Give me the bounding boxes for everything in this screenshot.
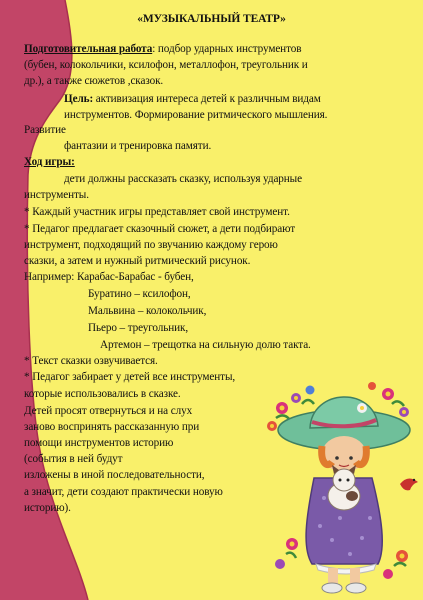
girl-figure: [306, 436, 382, 593]
game-line: * Каждый участник игры представляет свой инструмент.: [24, 206, 290, 218]
game-line: дети должны рассказать сказку, используя ударные: [64, 173, 302, 185]
game-line: Например: Карабас-Барабас - бубен,: [24, 271, 194, 283]
game-line: заново воспринять рассказанную при: [24, 421, 200, 433]
goal-text-1: активизация интереса детей к различным видам: [93, 93, 321, 105]
game-line: Буратино – ксилофон,: [88, 288, 191, 300]
game-line: * Текст сказки озвучивается.: [24, 355, 158, 367]
goal-line-4: фантазии и тренировка памяти.: [64, 140, 212, 152]
goal-line-2: инструментов. Формирование ритмического мышления.: [64, 109, 328, 121]
game-line: помощи инструментов историю: [24, 437, 174, 449]
game-line: Пьеро – треугольник,: [88, 322, 189, 334]
game-line: * Педагог забирает у детей все инструменты,: [24, 371, 236, 383]
prep-text-1: : подбор ударных инструментов: [152, 43, 302, 55]
goal-line-1: [64, 92, 321, 106]
game-line: инструмент, подходящий по звучанию каждому герою: [24, 239, 278, 251]
goal-label: Цель:: [64, 93, 94, 105]
girl-with-hat-and-cat-illustration: [262, 368, 423, 600]
game-line: (события в ней будут: [24, 453, 123, 465]
game-line: Мальвина – колокольчик,: [88, 305, 207, 317]
prep-line-2: (бубен, колокольчики, ксилофон, металлофон, треугольник и: [24, 59, 308, 71]
game-line: историю).: [24, 502, 71, 514]
game-line: которые использовались в сказке.: [24, 388, 181, 400]
game-line: сказки, а затем и нужный ритмический рисунок.: [24, 255, 251, 267]
cat: [328, 465, 360, 510]
prep-line-3: др.), а также сюжетов ,сказок.: [24, 75, 164, 87]
game-line: Детей просят отвернуться и на слух: [24, 405, 193, 417]
game-line: изложены в иной последовательности,: [24, 469, 205, 481]
game-line: а значит, дети создают практически новую: [24, 486, 223, 498]
prep-line-1: [24, 42, 301, 56]
bird-icon: [400, 478, 418, 490]
game-line: * Педагог предлагает сказочный сюжет, а дети подбирают: [24, 223, 296, 235]
game-line: Артемон – трещотка на сильную долю такта.: [100, 339, 311, 351]
game-heading: Ход игры:: [24, 156, 75, 168]
page-title: «МУЗЫКАЛЬНЫЙ ТЕАТР»: [137, 13, 286, 25]
goal-line-3: Развитие: [24, 124, 66, 136]
prep-label: Подготовительная работа: [24, 43, 153, 55]
game-line: инструменты.: [24, 189, 89, 201]
